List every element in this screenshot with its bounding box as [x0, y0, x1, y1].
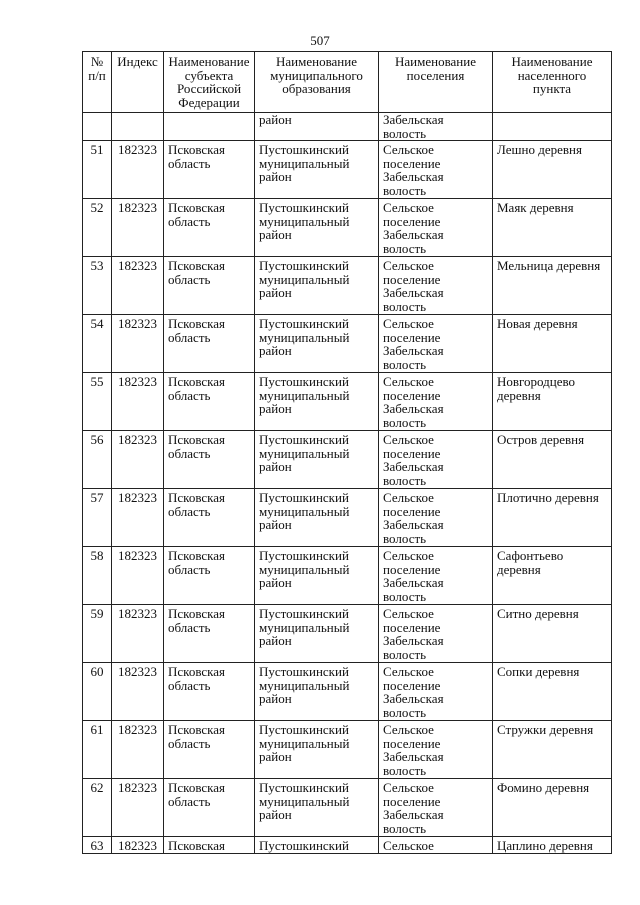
cell-municipality: Пустошкинский муниципальный район: [255, 199, 379, 257]
cell-locality: Остров деревня: [493, 431, 612, 489]
table-row: [83, 199, 612, 257]
cell-municipality: Пустошкинский муниципальный район: [255, 547, 379, 605]
cell-settlement: Сельское поселение Забельская волость: [379, 315, 493, 373]
cell-subject: Псковская область: [164, 605, 255, 663]
cell-settlement: Сельское поселение Забельская волость: [379, 141, 493, 199]
cell-subject: Псковская область: [164, 315, 255, 373]
cell-settlement: Сельское поселение Забельская волость: [379, 605, 493, 663]
cell-municipality: Пустошкинский муниципальный район: [255, 315, 379, 373]
cell-municipality: Пустошкинский муниципальный район: [255, 721, 379, 779]
cell-locality: Лешно деревня: [493, 141, 612, 199]
cell-number: 54: [83, 315, 112, 373]
table-row: [83, 547, 612, 605]
cell-subject: Псковская область: [164, 373, 255, 431]
cell-index: 182323: [112, 547, 164, 605]
table-row: [83, 605, 612, 663]
cell-index: 182323: [112, 837, 164, 854]
cell-locality: Маяк деревня: [493, 199, 612, 257]
cell-municipality: Пустошкинский муниципальный район: [255, 779, 379, 837]
table-row: [83, 373, 612, 431]
cell-index: 182323: [112, 779, 164, 837]
cell-settlement: Сельское поселение Забельская волость: [379, 489, 493, 547]
cell-index: 182323: [112, 373, 164, 431]
cell-number: 55: [83, 373, 112, 431]
cell-number: 56: [83, 431, 112, 489]
cell-municipality: район: [255, 113, 379, 141]
cell-locality: Плотично деревня: [493, 489, 612, 547]
cell-subject: Псковская область: [164, 547, 255, 605]
table-row: [83, 431, 612, 489]
cell-municipality: Пустошкинский: [255, 837, 379, 854]
cell-municipality: Пустошкинский муниципальный район: [255, 431, 379, 489]
cell-settlement: Сельское поселение Забельская волость: [379, 547, 493, 605]
table-row: [83, 663, 612, 721]
continuation-row: [83, 113, 612, 141]
cell-subject: Псковская область: [164, 199, 255, 257]
table-row: [83, 315, 612, 373]
cell-number: 58: [83, 547, 112, 605]
cell-locality: [493, 113, 612, 141]
cell-number: 51: [83, 141, 112, 199]
cell-subject: Псковская область: [164, 431, 255, 489]
cell-locality: Цаплино деревня: [493, 837, 612, 854]
cell-municipality: Пустошкинский муниципальный район: [255, 141, 379, 199]
header-locality: Наименование населенного пункта: [493, 52, 612, 113]
header-settlement: Наименование поселения: [379, 52, 493, 113]
cell-subject: [164, 113, 255, 141]
cell-subject: Псковская: [164, 837, 255, 854]
cell-settlement: Сельское поселение Забельская волость: [379, 431, 493, 489]
cell-locality: Ситно деревня: [493, 605, 612, 663]
table-row: [83, 141, 612, 199]
cell-municipality: Пустошкинский муниципальный район: [255, 257, 379, 315]
table-row-partial: [83, 837, 612, 854]
header-municipality: Наименование муниципального образования: [255, 52, 379, 113]
cell-subject: Псковская область: [164, 721, 255, 779]
cell-index: 182323: [112, 721, 164, 779]
cell-locality: Сопки деревня: [493, 663, 612, 721]
cell-settlement: Сельское поселение Забельская волость: [379, 779, 493, 837]
cell-subject: Псковская область: [164, 141, 255, 199]
cell-index: 182323: [112, 431, 164, 489]
cell-index: 182323: [112, 489, 164, 547]
table-row: [83, 489, 612, 547]
table-row: [83, 721, 612, 779]
cell-settlement: Сельское поселение Забельская волость: [379, 199, 493, 257]
cell-number: 52: [83, 199, 112, 257]
cell-settlement: Забельская волость: [379, 113, 493, 141]
table-row: [83, 257, 612, 315]
cell-index: 182323: [112, 663, 164, 721]
cell-index: 182323: [112, 315, 164, 373]
header-number: № п/п: [83, 52, 112, 113]
cell-subject: Псковская область: [164, 257, 255, 315]
cell-subject: Псковская область: [164, 663, 255, 721]
cell-locality: Новая деревня: [493, 315, 612, 373]
cell-number: 59: [83, 605, 112, 663]
cell-number: 57: [83, 489, 112, 547]
cell-locality: Новгородцево деревня: [493, 373, 612, 431]
cell-number: [83, 113, 112, 141]
cell-index: 182323: [112, 141, 164, 199]
header-subject: Наименование субъекта Российской Федерации: [164, 52, 255, 113]
table-header-row: [83, 52, 612, 113]
cell-locality: Стружки деревня: [493, 721, 612, 779]
cell-municipality: Пустошкинский муниципальный район: [255, 489, 379, 547]
cell-settlement: Сельское: [379, 837, 493, 854]
cell-number: 62: [83, 779, 112, 837]
cell-municipality: Пустошкинский муниципальный район: [255, 373, 379, 431]
cell-subject: Псковская область: [164, 779, 255, 837]
cell-index: 182323: [112, 199, 164, 257]
cell-index: [112, 113, 164, 141]
table-row: [83, 779, 612, 837]
cell-municipality: Пустошкинский муниципальный район: [255, 663, 379, 721]
header-index: Индекс: [112, 52, 164, 113]
cell-subject: Псковская область: [164, 489, 255, 547]
cell-municipality: Пустошкинский муниципальный район: [255, 605, 379, 663]
cell-settlement: Сельское поселение Забельская волость: [379, 663, 493, 721]
cell-number: 61: [83, 721, 112, 779]
cell-settlement: Сельское поселение Забельская волость: [379, 373, 493, 431]
cell-settlement: Сельское поселение Забельская волость: [379, 257, 493, 315]
cell-locality: Мельница деревня: [493, 257, 612, 315]
cell-index: 182323: [112, 257, 164, 315]
cell-number: 53: [83, 257, 112, 315]
cell-number: 60: [83, 663, 112, 721]
cell-index: 182323: [112, 605, 164, 663]
page-number: 507: [310, 33, 330, 48]
cell-settlement: Сельское поселение Забельская волость: [379, 721, 493, 779]
cell-locality: Фомино деревня: [493, 779, 612, 837]
localities-table: [82, 51, 612, 854]
cell-locality: Сафонтьево деревня: [493, 547, 612, 605]
cell-number: 63: [83, 837, 112, 854]
